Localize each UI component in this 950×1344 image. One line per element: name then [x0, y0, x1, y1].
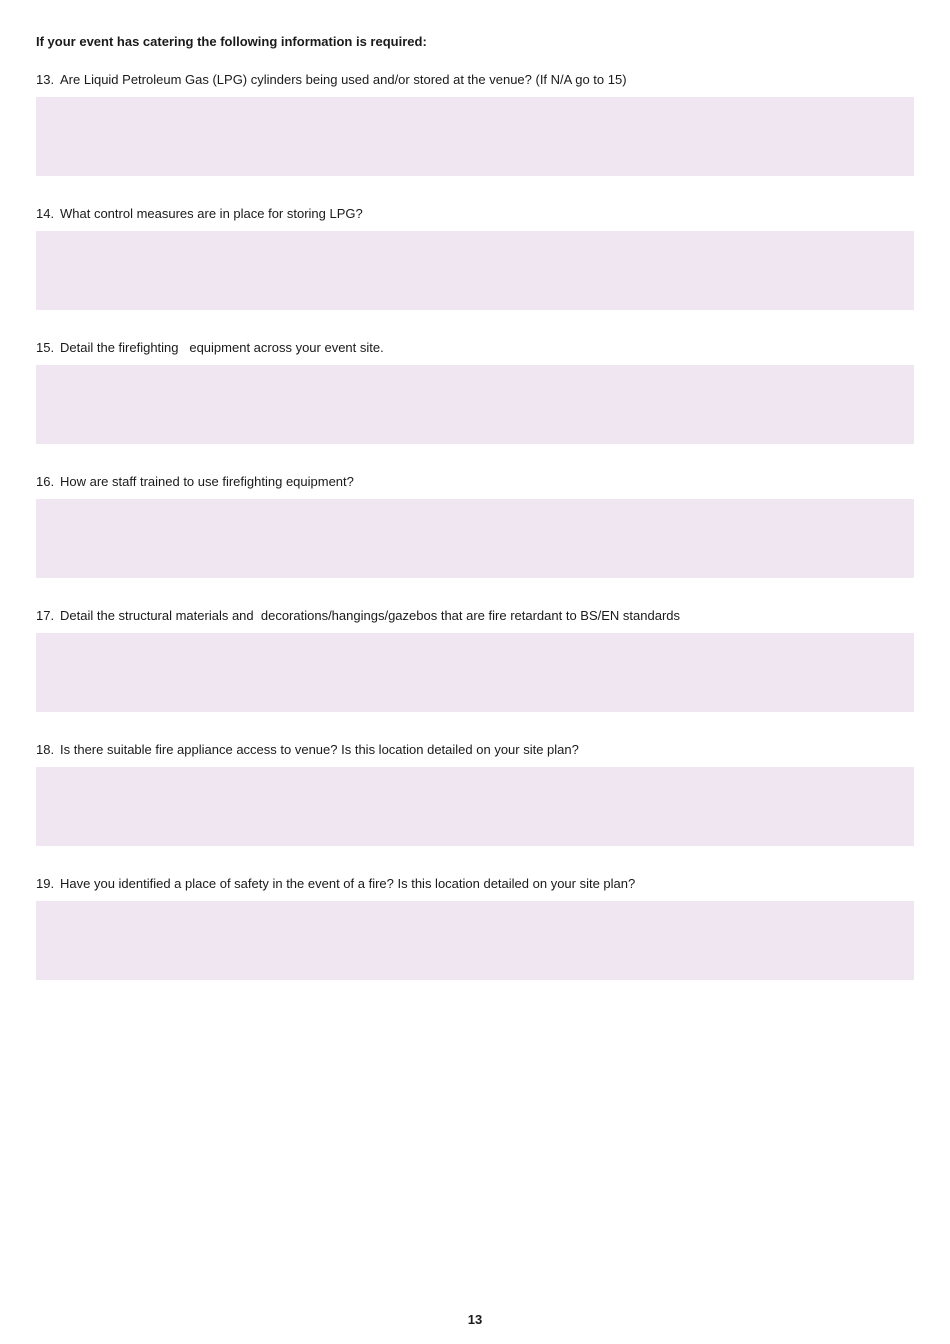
question-number: 18. [36, 742, 55, 757]
question-label [36, 608, 680, 624]
question-label [36, 340, 384, 356]
question-label [36, 206, 363, 222]
answer-field-19[interactable] [36, 901, 914, 980]
answer-field-17[interactable] [36, 633, 914, 712]
question-19 [36, 876, 914, 990]
question-text: How are staff trained to use firefighting equipment? [60, 474, 354, 489]
question-18 [36, 742, 914, 856]
answer-field-18[interactable] [36, 767, 914, 846]
question-13 [36, 72, 914, 186]
question-text: Have you identified a place of safety in the event of a fire? Is this location detailed on your site plan? [60, 876, 636, 891]
question-label [36, 72, 627, 88]
question-16 [36, 474, 914, 588]
question-number: 17. [36, 608, 55, 623]
question-label [36, 876, 635, 892]
page-number: 13 [467, 1312, 483, 1327]
answer-field-14[interactable] [36, 231, 914, 310]
answer-field-16[interactable] [36, 499, 914, 578]
section-intro: If your event has catering the following information is required: [36, 34, 427, 49]
question-label [36, 742, 579, 758]
question-number: 14. [36, 206, 55, 221]
question-14 [36, 206, 914, 320]
question-15 [36, 340, 914, 454]
question-label [36, 474, 354, 490]
question-number: 19. [36, 876, 55, 891]
answer-field-15[interactable] [36, 365, 914, 444]
question-text: Detail the firefighting equipment across your event site. [60, 340, 384, 355]
question-number: 13. [36, 72, 55, 87]
question-number: 16. [36, 474, 55, 489]
question-text: Is there suitable fire appliance access to venue? Is this location detailed on your site plan? [60, 742, 579, 757]
question-text: Are Liquid Petroleum Gas (LPG) cylinders being used and/or stored at the venue? (If N/A go to 15) [60, 72, 627, 87]
question-number: 15. [36, 340, 55, 355]
answer-field-13[interactable] [36, 97, 914, 176]
question-text: Detail the structural materials and decorations/hangings/gazebos that are fire retardant to BS/EN standards [60, 608, 681, 623]
question-text: What control measures are in place for storing LPG? [60, 206, 363, 221]
question-17 [36, 608, 914, 722]
